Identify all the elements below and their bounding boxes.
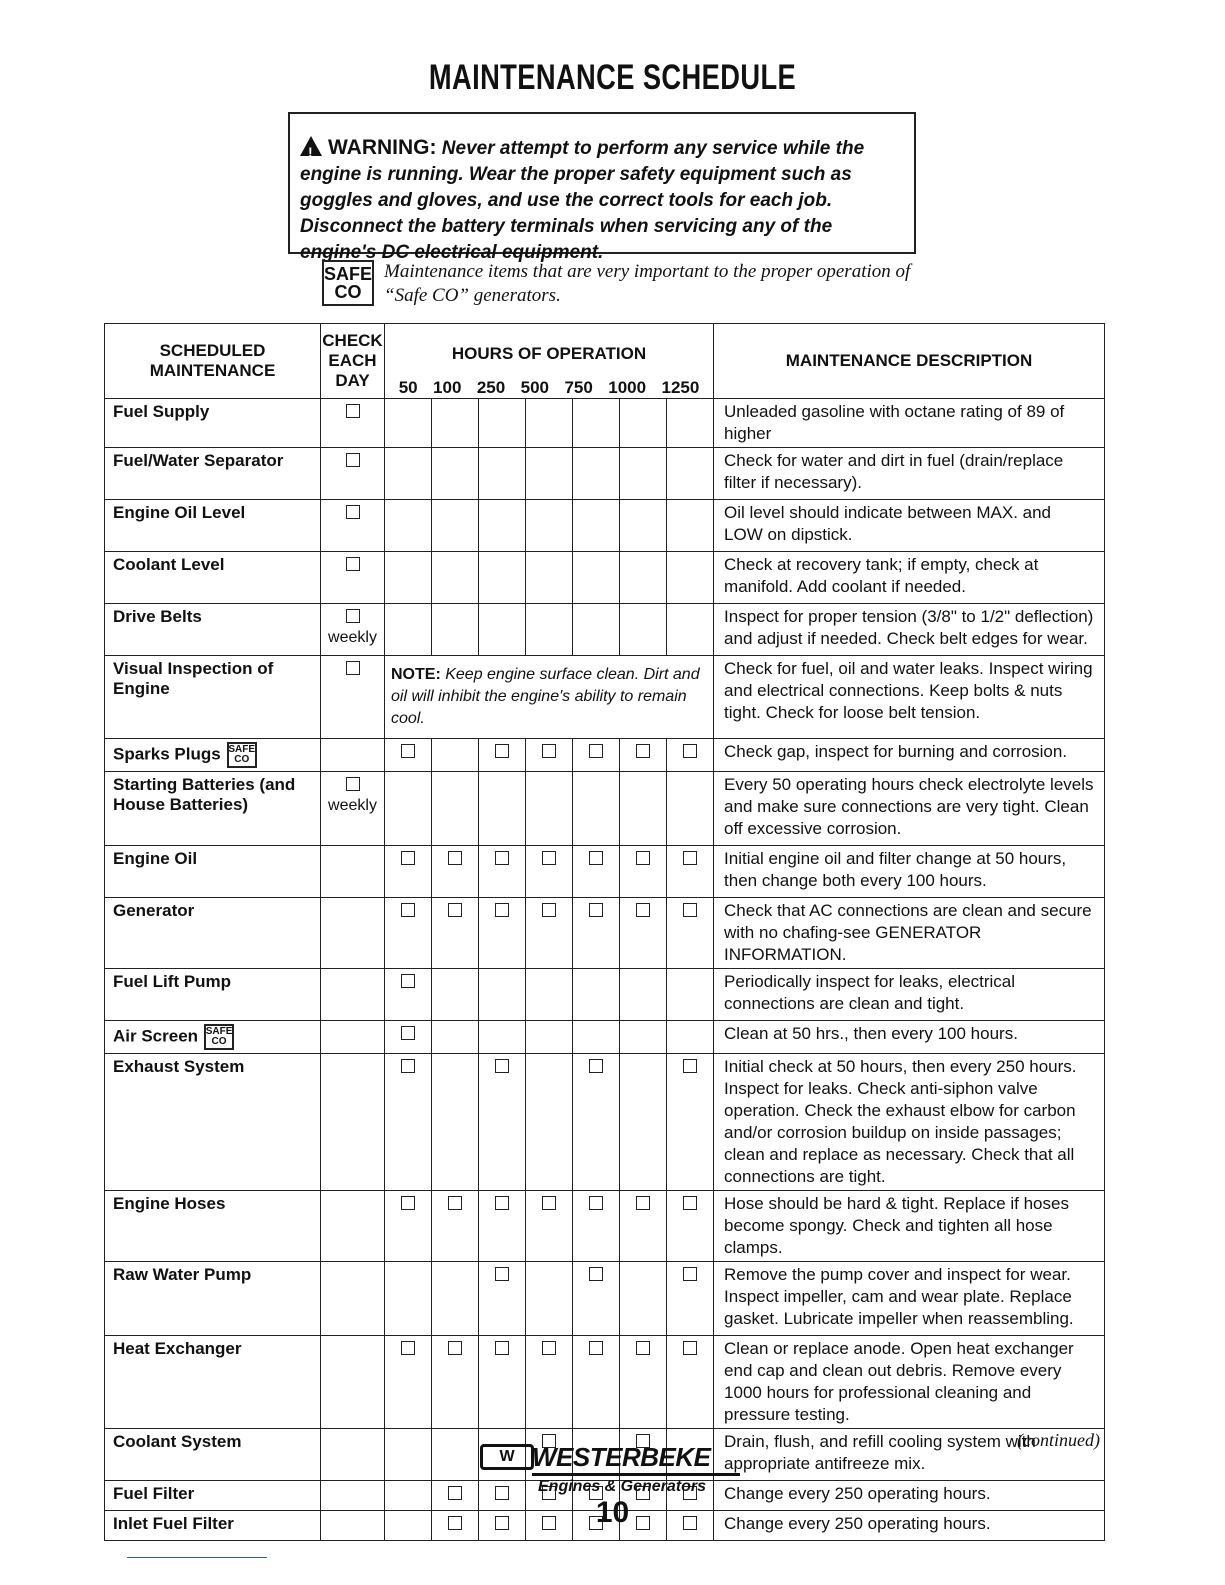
hour-cell xyxy=(573,1191,620,1262)
row-name: Visual Inspection of Engine xyxy=(105,656,321,739)
hour-cell xyxy=(667,772,714,846)
row-name: Fuel Filter xyxy=(105,1481,321,1511)
row-description: Initial engine oil and filter change at 50 hours, then change both every 100 hours. xyxy=(714,846,1105,898)
hour-cell xyxy=(573,969,620,1021)
hour-cell xyxy=(526,898,573,969)
daily-check-cell xyxy=(321,898,385,969)
hour-cell xyxy=(667,969,714,1021)
hour-cell xyxy=(479,969,526,1021)
checkbox-icon xyxy=(589,1196,603,1210)
logo-subtitle: Engines & Generators xyxy=(538,1478,707,1495)
hour-cell xyxy=(432,604,479,656)
footer-link-line xyxy=(127,1557,267,1558)
hour-cell xyxy=(620,399,667,448)
hour-cell xyxy=(432,898,479,969)
row-description: Periodically inspect for leaks, electrical connections are clean and tight. xyxy=(714,969,1105,1021)
checkbox-icon xyxy=(495,851,509,865)
checkbox-icon xyxy=(589,1059,603,1073)
checkbox-icon xyxy=(542,744,556,758)
row-description: Every 50 operating hours check electrolyte levels and make sure connections are very tight. Clean off excessive corrosion. xyxy=(714,772,1105,846)
hour-cell xyxy=(667,898,714,969)
hour-cell xyxy=(479,898,526,969)
hour-cell xyxy=(479,739,526,772)
daily-check-cell xyxy=(321,739,385,772)
hour-cell xyxy=(573,1054,620,1191)
hour-cell xyxy=(620,846,667,898)
hour-cell xyxy=(620,739,667,772)
hour-cell xyxy=(432,1054,479,1191)
hour-cell xyxy=(526,969,573,1021)
hour-cell xyxy=(526,1262,573,1336)
hour-cell xyxy=(385,772,432,846)
row-name: Engine Oil Level xyxy=(105,500,321,552)
safe-co-icon: SAFE CO xyxy=(204,1024,234,1050)
row-description: Unleaded gasoline with octane rating of 89 of higher xyxy=(714,399,1105,448)
hour-cell xyxy=(620,604,667,656)
checkbox-icon xyxy=(401,1341,415,1355)
checkbox-icon xyxy=(401,1059,415,1073)
hour-cell xyxy=(526,1336,573,1429)
checkbox-icon xyxy=(542,903,556,917)
hour-cell xyxy=(620,448,667,500)
checkbox-icon xyxy=(401,851,415,865)
daily-check-cell xyxy=(321,1336,385,1429)
hour-cell xyxy=(620,1021,667,1054)
checkbox-icon xyxy=(636,744,650,758)
hour-cell xyxy=(432,1429,479,1481)
hour-cell xyxy=(620,500,667,552)
table-row xyxy=(105,500,1105,552)
row-name: Coolant Level xyxy=(105,552,321,604)
hour-cell xyxy=(573,399,620,448)
daily-check-cell xyxy=(321,846,385,898)
checkbox-icon xyxy=(401,1196,415,1210)
daily-check-cell xyxy=(321,1429,385,1481)
hour-cell xyxy=(620,898,667,969)
row-name: Starting Batteries (and House Batteries) xyxy=(105,772,321,846)
row-name: Exhaust System xyxy=(105,1054,321,1191)
header-check: CHECK EACH DAY xyxy=(321,324,385,399)
daily-check-cell: weekly xyxy=(321,604,385,656)
row-name: Sparks Plugs SAFE CO xyxy=(105,739,321,772)
hour-cell xyxy=(432,772,479,846)
row-description: Change every 250 operating hours. xyxy=(714,1481,1105,1511)
hour-label: 750 xyxy=(564,378,593,397)
daily-check-cell xyxy=(321,969,385,1021)
table-row xyxy=(105,898,1105,969)
hour-cell xyxy=(573,500,620,552)
daily-check-cell: weekly xyxy=(321,772,385,846)
checkbox-icon xyxy=(589,1267,603,1281)
hour-cell xyxy=(385,399,432,448)
table-row xyxy=(105,739,1105,772)
hour-cell xyxy=(526,1021,573,1054)
table-row xyxy=(105,399,1105,448)
row-description: Clean at 50 hrs., then every 100 hours. xyxy=(714,1021,1105,1054)
hour-cell xyxy=(667,500,714,552)
checkbox-icon xyxy=(495,744,509,758)
hour-cell xyxy=(667,1021,714,1054)
hour-cell xyxy=(432,739,479,772)
row-description: Check for fuel, oil and water leaks. Inspect wiring and electrical connections. Keep bolts & nuts tight. Check for loose belt tension. xyxy=(714,656,1105,739)
hour-cell xyxy=(667,604,714,656)
checkbox-icon xyxy=(542,851,556,865)
checkbox-icon xyxy=(495,1196,509,1210)
row-description: Check gap, inspect for burning and corrosion. xyxy=(714,739,1105,772)
table-row xyxy=(105,846,1105,898)
hour-cell xyxy=(526,604,573,656)
table-row xyxy=(105,656,1105,739)
warning-icon xyxy=(300,136,322,156)
hour-cell xyxy=(526,846,573,898)
header-scheduled: SCHEDULED MAINTENANCE xyxy=(105,324,321,399)
safe-co-icon: SAFE CO xyxy=(322,260,374,306)
hour-cell xyxy=(385,552,432,604)
checkbox-icon xyxy=(589,1341,603,1355)
hour-cell xyxy=(385,846,432,898)
row-description: Initial check at 50 hours, then every 250 hours. Inspect for leaks. Check anti-siphon valve operation. Check the exhaust elbow for carbon and/or corrosion buildup on inside passages; clean and replace as necessary. Check that all connections are tight. xyxy=(714,1054,1105,1191)
hour-cell xyxy=(385,969,432,1021)
checkbox-icon xyxy=(401,974,415,988)
checkbox-icon xyxy=(495,1341,509,1355)
hour-cell xyxy=(385,448,432,500)
row-name: Drive Belts xyxy=(105,604,321,656)
checkbox-icon xyxy=(346,557,360,571)
row-name: Generator xyxy=(105,898,321,969)
daily-check-cell xyxy=(321,656,385,739)
hour-cell xyxy=(526,500,573,552)
hour-cell xyxy=(573,604,620,656)
row-name: Engine Hoses xyxy=(105,1191,321,1262)
row-description: Clean or replace anode. Open heat exchanger end cap and clean out debris. Remove every 1000 hours for professional cleaning and pressure testing. xyxy=(714,1336,1105,1429)
hour-cell xyxy=(385,1336,432,1429)
safe-co-icon: SAFE CO xyxy=(227,742,257,768)
row-name: Air Screen SAFE CO xyxy=(105,1021,321,1054)
hour-cell xyxy=(573,898,620,969)
checkbox-icon xyxy=(448,851,462,865)
row-name: Fuel/Water Separator xyxy=(105,448,321,500)
table-row xyxy=(105,1336,1105,1429)
checkbox-icon xyxy=(346,777,360,791)
checkbox-icon xyxy=(636,851,650,865)
warning-box xyxy=(288,112,916,263)
hour-cell xyxy=(667,1262,714,1336)
checkbox-icon xyxy=(636,1341,650,1355)
header-description: MAINTENANCE DESCRIPTION xyxy=(714,324,1105,399)
hour-cell xyxy=(526,552,573,604)
hour-cell xyxy=(479,1021,526,1054)
table-row xyxy=(105,772,1105,846)
checkbox-icon xyxy=(448,1341,462,1355)
hour-cell xyxy=(432,1336,479,1429)
row-description: Check that AC connections are clean and secure with no chafing-see GENERATOR INFORMATION. xyxy=(714,898,1105,969)
checkbox-icon xyxy=(542,1196,556,1210)
hour-cell xyxy=(385,898,432,969)
hour-cell xyxy=(667,739,714,772)
row-name: Fuel Lift Pump xyxy=(105,969,321,1021)
continued-label: (continued) xyxy=(1017,1430,1100,1450)
checkbox-icon xyxy=(401,903,415,917)
checkbox-icon xyxy=(542,1341,556,1355)
hour-cell xyxy=(526,739,573,772)
hour-cell xyxy=(432,399,479,448)
hour-cell xyxy=(667,1054,714,1191)
hour-cell xyxy=(526,1191,573,1262)
checkbox-icon xyxy=(683,1341,697,1355)
logo-mark-icon: W xyxy=(480,1444,534,1470)
hour-cell xyxy=(432,1262,479,1336)
hour-cell xyxy=(667,1336,714,1429)
hour-cell xyxy=(385,1191,432,1262)
hour-cell xyxy=(479,448,526,500)
hour-cell xyxy=(479,604,526,656)
hour-cell xyxy=(479,846,526,898)
hour-cell xyxy=(385,604,432,656)
row-description: Change every 250 operating hours. xyxy=(714,1511,1105,1541)
hour-cell xyxy=(432,552,479,604)
daily-check-cell xyxy=(321,1262,385,1336)
page-title: MAINTENANCE SCHEDULE xyxy=(428,58,797,97)
hour-cell xyxy=(479,772,526,846)
hour-cell xyxy=(479,1054,526,1191)
daily-check-cell xyxy=(321,1191,385,1262)
logo-brand: WESTERBEKE xyxy=(532,1442,711,1472)
table-row xyxy=(105,552,1105,604)
safe-co-legend-text: Maintenance items that are very important to the proper operation of “Safe CO” generators. xyxy=(384,261,911,306)
hour-cell xyxy=(526,772,573,846)
daily-check-cell xyxy=(321,1021,385,1054)
hour-cell xyxy=(573,772,620,846)
hour-cell xyxy=(667,399,714,448)
row-name: Raw Water Pump xyxy=(105,1262,321,1336)
checkbox-icon xyxy=(495,903,509,917)
checkbox-icon xyxy=(683,1196,697,1210)
row-description: Drain, flush, and refill cooling system with appropriate antifreeze mix. xyxy=(714,1429,1105,1481)
hour-cell xyxy=(479,500,526,552)
hour-cell xyxy=(479,1336,526,1429)
hour-cell xyxy=(432,1021,479,1054)
checkbox-icon xyxy=(346,609,360,623)
hour-cell xyxy=(667,448,714,500)
row-name: Inlet Fuel Filter xyxy=(105,1511,321,1541)
hour-cell xyxy=(620,1262,667,1336)
hour-cell xyxy=(573,1336,620,1429)
hour-cell xyxy=(667,1191,714,1262)
row-description: Hose should be hard & tight. Replace if hoses become spongy. Check and tighten all hose clamps. xyxy=(714,1191,1105,1262)
daily-check-cell xyxy=(321,448,385,500)
hour-label: 100 xyxy=(433,378,462,397)
table-row xyxy=(105,604,1105,656)
checkbox-icon xyxy=(346,505,360,519)
hour-cell xyxy=(620,772,667,846)
checkbox-icon xyxy=(683,851,697,865)
hour-cell xyxy=(526,448,573,500)
hour-label: 500 xyxy=(520,378,550,397)
hour-cell xyxy=(620,969,667,1021)
checkbox-icon xyxy=(636,903,650,917)
header-hours: HOURS OF OPERATION 50 100 250 500 750 1000 1250 xyxy=(385,324,714,399)
checkbox-icon xyxy=(589,744,603,758)
hour-cell xyxy=(573,846,620,898)
hour-cell xyxy=(620,1054,667,1191)
checkbox-icon xyxy=(401,744,415,758)
hour-cell xyxy=(573,448,620,500)
hour-cell xyxy=(573,552,620,604)
checkbox-icon xyxy=(346,453,360,467)
hour-cell xyxy=(526,399,573,448)
checkbox-icon xyxy=(346,661,360,675)
hour-label: 1000 xyxy=(608,378,647,397)
row-description: Remove the pump cover and inspect for wear. Inspect impeller, cam and wear plate. Replace gasket. Lubricate impeller when reassembling. xyxy=(714,1262,1105,1336)
hour-cell xyxy=(432,969,479,1021)
checkbox-icon xyxy=(589,903,603,917)
hour-cell xyxy=(667,846,714,898)
row-description: Oil level should indicate between MAX. and LOW on dipstick. xyxy=(714,500,1105,552)
table-row xyxy=(105,1191,1105,1262)
table-row xyxy=(105,969,1105,1021)
table-row xyxy=(105,1021,1105,1054)
hour-cell xyxy=(432,448,479,500)
hour-label: 250 xyxy=(476,378,506,397)
row-name: Heat Exchanger xyxy=(105,1336,321,1429)
hour-cell xyxy=(526,1054,573,1191)
daily-check-cell xyxy=(321,1054,385,1191)
checkbox-icon xyxy=(448,903,462,917)
hour-cell xyxy=(573,1021,620,1054)
row-name: Fuel Supply xyxy=(105,399,321,448)
hour-cell xyxy=(385,1021,432,1054)
checkbox-icon xyxy=(346,404,360,418)
row-description: Check at recovery tank; if empty, check at manifold. Add coolant if needed. xyxy=(714,552,1105,604)
hour-cell xyxy=(432,846,479,898)
table-row xyxy=(105,448,1105,500)
checkbox-icon xyxy=(683,744,697,758)
checkbox-icon xyxy=(636,1196,650,1210)
row-description: Inspect for proper tension (3/8" to 1/2" deflection) and adjust if needed. Check belt edges for wear. xyxy=(714,604,1105,656)
checkbox-icon xyxy=(683,1059,697,1073)
row-description: Check for water and dirt in fuel (drain/replace filter if necessary). xyxy=(714,448,1105,500)
hour-cell xyxy=(385,500,432,552)
maintenance-table xyxy=(104,323,1105,1541)
hour-cell xyxy=(620,1191,667,1262)
warning-text: Never attempt to perform any service while the engine is running. Wear the proper safety equipment such as goggles and gloves, and use the correct tools for each job. Disconnect the battery terminals when servicing any of the engine's DC electrical equipment. xyxy=(300,138,865,263)
row-name: Coolant System xyxy=(105,1429,321,1481)
hour-cell xyxy=(479,1191,526,1262)
checkbox-icon xyxy=(401,1026,415,1040)
checkbox-icon xyxy=(683,1267,697,1281)
hour-cell xyxy=(573,739,620,772)
checkbox-icon xyxy=(448,1196,462,1210)
note-cell: NOTE: Keep engine surface clean. Dirt and oil will inhibit the engine's ability to remain cool. xyxy=(385,656,714,739)
hour-cell xyxy=(432,500,479,552)
hour-cell xyxy=(385,1054,432,1191)
daily-check-cell xyxy=(321,552,385,604)
page-number: 10 xyxy=(595,1496,630,1529)
hour-label: 50 xyxy=(398,378,418,397)
checkbox-icon xyxy=(683,903,697,917)
hour-cell xyxy=(479,399,526,448)
hour-cell xyxy=(385,1262,432,1336)
hour-cell xyxy=(385,739,432,772)
daily-check-cell xyxy=(321,399,385,448)
hour-label: 1250 xyxy=(661,378,700,397)
row-name: Engine Oil xyxy=(105,846,321,898)
checkbox-icon xyxy=(495,1059,509,1073)
daily-check-cell xyxy=(321,500,385,552)
hour-cell xyxy=(479,1262,526,1336)
checkbox-icon xyxy=(589,851,603,865)
hour-cell xyxy=(667,552,714,604)
table-row xyxy=(105,1262,1105,1336)
hour-cell xyxy=(620,1336,667,1429)
hour-cell xyxy=(620,552,667,604)
warning-label: WARNING: xyxy=(328,136,437,159)
hour-cell xyxy=(573,1262,620,1336)
checkbox-icon xyxy=(495,1267,509,1281)
hour-cell xyxy=(385,1429,432,1481)
table-row xyxy=(105,1054,1105,1191)
hour-cell xyxy=(432,1191,479,1262)
hour-cell xyxy=(479,552,526,604)
